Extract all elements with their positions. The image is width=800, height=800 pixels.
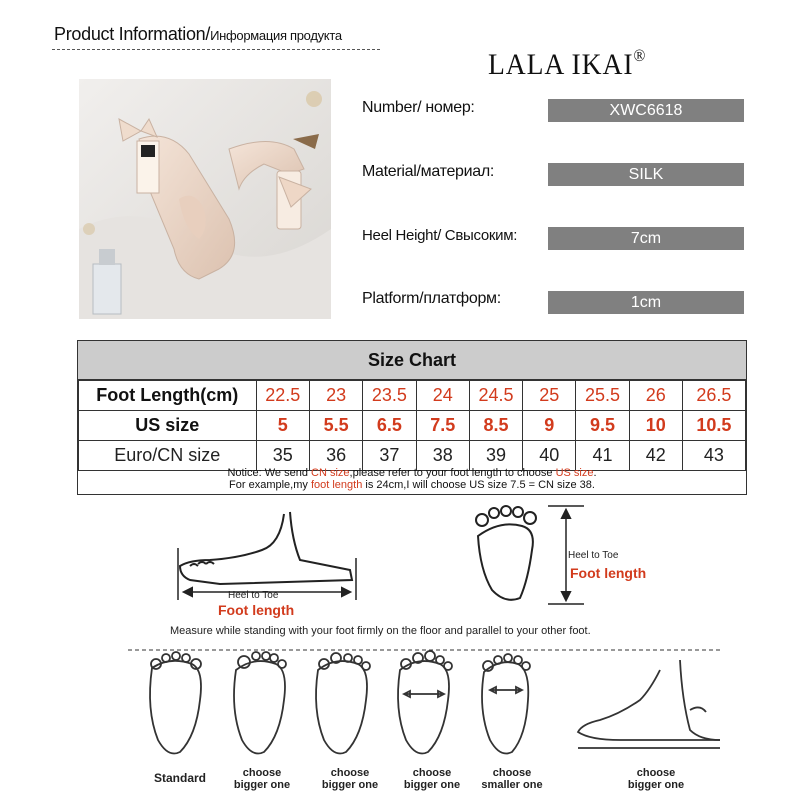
table-cell: 36: [310, 441, 363, 471]
table-cell: 26.5: [682, 381, 745, 411]
row-label-us-size: US size: [79, 411, 257, 441]
table-cell: 10.5: [682, 411, 745, 441]
table-cell: 5.5: [310, 411, 363, 441]
row-label-foot-length: Foot Length(cm): [79, 381, 257, 411]
foot-type-label: bigger one: [233, 779, 291, 791]
table-cell: 37: [363, 441, 416, 471]
table-cell: 24.5: [469, 381, 522, 411]
measure-instruction: Measure while standing with your foot firmly on the floor and parallel to your other foot.: [170, 625, 591, 637]
notice-line-2: [78, 479, 746, 491]
spec-value-material: SILK: [548, 163, 744, 186]
table-cell: 25.5: [576, 381, 629, 411]
table-cell: 24: [416, 381, 469, 411]
table-cell: 6.5: [363, 411, 416, 441]
brand-logo: [488, 48, 646, 82]
table-cell: 22.5: [256, 381, 309, 411]
registered-mark: ®: [633, 46, 647, 65]
foot-type-label: bigger one: [321, 779, 379, 791]
table-cell: 9: [523, 411, 576, 441]
foot-type-label: Standard: [153, 771, 207, 785]
notice-text: Notice: We send: [227, 467, 311, 479]
table-cell: 39: [469, 441, 522, 471]
foot-type-2-drawing: [234, 652, 286, 754]
page-title: [54, 24, 342, 45]
size-chart: [77, 340, 747, 495]
notice-text: is 24cm,I will choose US size 7.5 = CN size 38.: [362, 479, 595, 491]
row-label-euro-cn-size: Euro/CN size: [79, 441, 257, 471]
table-cell: 42: [629, 441, 682, 471]
foot-type-label: choose: [636, 767, 676, 779]
foot-type-labels: [154, 767, 684, 791]
table-cell: 23.5: [363, 381, 416, 411]
table-cell: 43: [682, 441, 745, 471]
table-cell: 5: [256, 411, 309, 441]
table-cell: 7.5: [416, 411, 469, 441]
foot-type-label: bigger one: [403, 779, 461, 791]
foot-standard-drawing: [150, 652, 201, 754]
notice-text: For example,my: [229, 479, 311, 491]
foot-length-label-top: Foot length: [570, 565, 647, 581]
spec-label-number: Number/ номер:: [362, 99, 475, 116]
size-notice: [78, 467, 746, 491]
brand-name: LALA IKAI: [488, 48, 634, 81]
table-cell: 41: [576, 441, 629, 471]
table-cell: 10: [629, 411, 682, 441]
table-row-foot-length: [79, 381, 746, 411]
table-cell: 23: [310, 381, 363, 411]
notice-highlight: US size: [555, 467, 594, 479]
notice-text: .: [593, 467, 597, 479]
spec-label-material: Material/материал:: [362, 163, 495, 180]
foot-type-label: bigger one: [627, 779, 685, 791]
table-row-us-size: [79, 411, 746, 441]
foot-type-label: choose: [330, 767, 370, 779]
size-table: [78, 380, 746, 471]
table-cell: 38: [416, 441, 469, 471]
spec-label-platform: Platform/платформ:: [362, 290, 501, 307]
table-cell: 25: [523, 381, 576, 411]
size-chart-title: Size Chart: [78, 341, 746, 380]
spec-value-number: XWC6618: [548, 99, 744, 122]
side-foot-drawing: [178, 512, 356, 600]
foot-type-4-drawing: [398, 651, 452, 754]
foot-type-drawings: [150, 651, 720, 754]
notice-highlight: foot length: [310, 479, 363, 491]
foot-length-label-side: Foot length: [218, 602, 295, 618]
notice-highlight: CN size: [311, 467, 350, 479]
spec-label-heel-height: Heel Height/ Свысоким:: [362, 227, 518, 244]
table-row-euro-cn-size: [79, 441, 746, 471]
table-cell: 40: [523, 441, 576, 471]
page-title-ru: Информация продукта: [210, 28, 342, 43]
spec-value-platform: 1cm: [548, 291, 744, 314]
heel-to-toe-label-side: Heel to Toe: [228, 590, 279, 601]
notice-text: ,please refer to your foot length to choose: [349, 467, 556, 479]
spec-value-heel-height: 7cm: [548, 227, 744, 250]
title-divider: [52, 49, 380, 50]
foot-type-5-drawing: [482, 654, 530, 754]
foot-type-label: choose: [492, 767, 532, 779]
measurement-diagram: [0, 500, 800, 800]
page-title-en: Product Information/: [54, 24, 211, 44]
foot-type-6-drawing: [578, 660, 720, 748]
foot-type-label: smaller one: [481, 779, 543, 791]
table-cell: 35: [256, 441, 309, 471]
table-cell: 9.5: [576, 411, 629, 441]
table-cell: 8.5: [469, 411, 522, 441]
foot-type-label: choose: [412, 767, 452, 779]
notice-line-1: [78, 467, 746, 479]
foot-type-3-drawing: [316, 653, 370, 754]
table-cell: 26: [629, 381, 682, 411]
product-photo: [79, 79, 331, 319]
foot-type-label: choose: [242, 767, 282, 779]
heel-to-toe-label-top: Heel to Toe: [568, 550, 619, 561]
